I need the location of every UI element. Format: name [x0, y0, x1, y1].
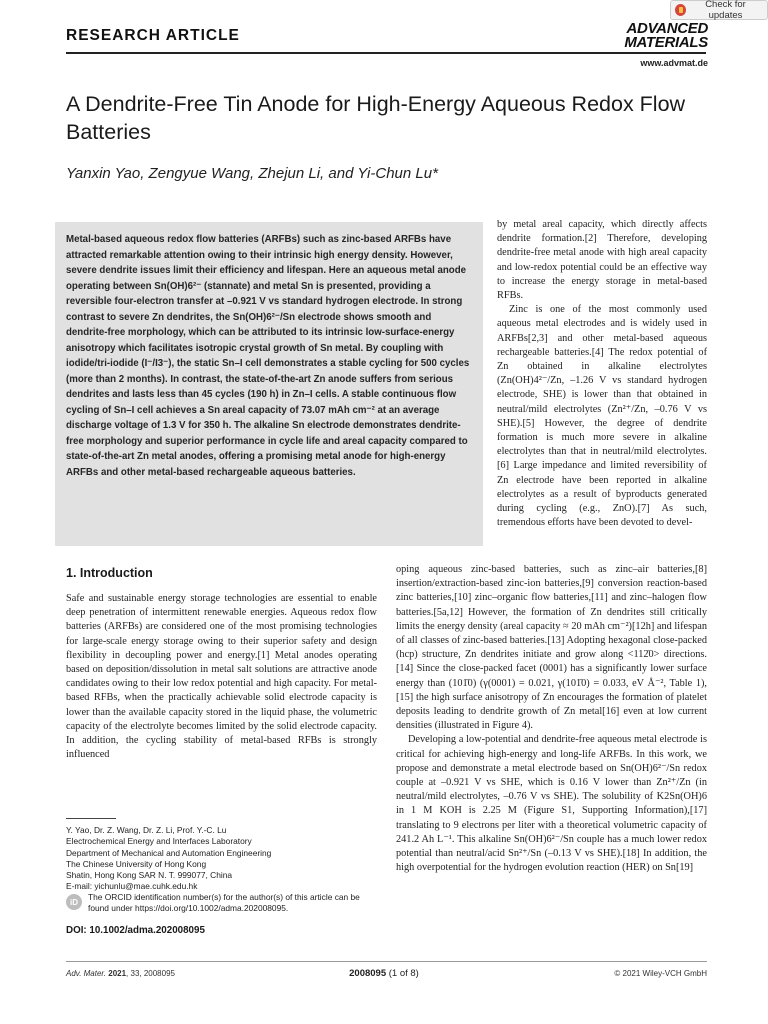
footer-copyright: © 2021 Wiley-VCH GmbH — [614, 969, 707, 978]
abstract-text: Metal-based aqueous redox flow batteries (ARFBs) such as zinc-based ARFBs have attracted remarkable attention owing to their intrinsic high energy density. However, severe dendrite issues limit their efficiency and lifespan. Here an aqueous metal anode operating between Sn(OH)6²⁻ (stannate) and metal Sn is presented, providing a reversible four-electron transfer at –0.921 V vs standard hydrogen electrode. In strong contrast to severe Zn dendrites, the Sn(OH)6²⁻/Sn electrode shows smooth and dendrite-free morphology, which can be attributed to its intrinsic low-surface-energy anisotropy which facilitates isotropic crystal growth of Sn metal. By coupling with iodide/tri-iodide (I⁻/I3⁻), the static Sn–I cell demonstrates a stable cycling for 500 cycles (more than 2 months). In contrast, the state-of-the-art Zn anode suffers from serious dendrites and lasts less than 45 cycles (190 h) in Zn–I cells. A stable continuous flow cycling of Sn–I cell achieves a Sn areal capacity of 73.07 mAh cm⁻² at an average discharge voltage of 1.3 V for 350 h. The alkaline Sn electrode demonstrates dendrite-free morphology and superior performance in cycle life and areal capacity compared to state-of-the-art Zn metal anodes, offering a promising metal anode for high-energy ARFBs and other metal-based rechargeable aqueous batteries. — [66, 234, 470, 478]
journal-logo — [604, 22, 708, 50]
orcid-text[interactable]: The ORCID identification number(s) for the author(s) of this article can be found under https://doi.org/10.1002/adma.202008095. — [88, 892, 360, 913]
affiliation-line: The Chinese University of Hong Kong — [66, 858, 207, 869]
right-column-top — [497, 218, 707, 530]
footer-year: 2021 — [108, 969, 127, 978]
footer-article-number: 2008095 — [349, 968, 387, 979]
affiliation-line: Department of Mechanical and Automation Engineering — [66, 847, 272, 858]
footer-page-info: (1 of 8) — [388, 968, 419, 979]
affiliation-line: Electrochemical Energy and Interfaces Laboratory — [66, 836, 252, 847]
body-paragraph: Zinc is one of the most commonly used aqueous metal electrodes and is widely used in ARFBs[2,3] and other metal-based aqueous rechargeable batteries.[4] The redox potential of Zn obtained in alkaline electrolytes (Zn(OH)4²⁻/Zn, –1.26 V vs standard hydrogen electrode, SHE) is lower than that obtained in neutral/mild electrolytes (Zn²⁺/Zn, –0.76 V vs SHE).[5] However, the degree of dendrite formation is much more severe in alkaline electrolytes than that in neutral/mild electrolytes.[6] Large impedance and limited reversibility of Zn electrode have been reported in alkaline electrolytes as a result of byproducts generated during cycling (e.g., ZnO).[7] As such, tremendous efforts have been devoted to devel- — [497, 304, 707, 529]
footer-volume: , 33, 2008095 — [126, 969, 175, 978]
crossmark-icon — [675, 4, 686, 16]
body-paragraph: oping aqueous zinc-based batteries, such as zinc–air batteries,[8] insertion/extraction-based zinc-ion batteries,[9] conversion reaction-based zinc batteries,[10] zinc–organic flow batteries,[11] and zinc–halogen flow batteries.[5a,12] However, the formation of Zn dendrites still critically limits the energy density (areal capacity ≈ 20 mAh cm⁻²)[12h] and lifespan of all classes of zinc-based batteries.[13] Adopting hexagonal close-packed (hcp) structure, Zn dendrites initiate and grow along <112̄0> directions.[14] Since the close-packed facet (0001) has a significantly lower surface energy than (101̄0) (γ(0001) = 0.021, γ(101̄0) = 0.033, eV Å⁻², Table 1),[15] the high surface anisotropy of Zn encourages the formation of platelet deposits leading to dendrite growth of Zn metal[16] even at low current densities (illustrated in Figure 4). — [396, 564, 707, 732]
intro-paragraph: Safe and sustainable energy storage technologies are essential to enable deep penetration of intermittent renewable energies. Aqueous redox flow batteries (ARFBs) are considered one of the most promising technologies for large-scale energy storage owing to their superior safety and design flexibility in decoupling power and energy.[1] Metal anodes operating based on deposition/dissolution in metal salt solutions are attractive anode candidates owing to their low redox potential and high capacity. For metal-based RFBs, when the practically achievable solid electrode capacity is lower than the available capacity stored in the liquid phase, the volumetric capacity of the electrolyte becomes limited by the solid electrode capacity. In addition, the cycling stability of metal-based RFBs is strongly influenced — [66, 593, 377, 761]
footer-journal: Adv. Mater. — [66, 969, 107, 978]
check-for-updates-button[interactable] — [670, 0, 768, 20]
body-paragraph: by metal areal capacity, which directly affects dendrite formation.[2] Therefore, developing dendrite-free metal anode with high areal capacity and low-redox potential could be an effective way to increase the energy storage in metal-based RFBs. — [497, 219, 707, 302]
footer-rule — [66, 961, 707, 962]
journal-url[interactable]: www.advmat.de — [640, 58, 708, 68]
orcid-note — [66, 892, 377, 914]
orcid-icon: iD — [66, 894, 82, 910]
affiliation-line: Y. Yao, Dr. Z. Wang, Dr. Z. Li, Prof. Y.-C. Lu — [66, 825, 227, 835]
author-list: Yanxin Yao, Zengyue Wang, Zhejun Li, and Yi-Chun Lu* — [66, 165, 438, 182]
header-rule — [66, 52, 706, 54]
author-affiliation — [66, 825, 377, 893]
affiliation-line: Shatin, Hong Kong SAR N. T. 999077, China — [66, 870, 233, 881]
doi-link[interactable]: DOI: 10.1002/adma.202008095 — [66, 925, 205, 936]
journal-logo-line1: ADVANCED — [626, 20, 708, 37]
affiliation-email[interactable]: E-mail: yichunlu@mae.cuhk.edu.hk — [66, 881, 198, 892]
journal-logo-line2: MATERIALS — [624, 34, 708, 51]
body-paragraph: Developing a low-potential and dendrite-free aqueous metal electrode is critical for achieving high-energy and long-life ARFBs. In this work, we propose and demonstrate a metal electrode based on Sn(OH)6²⁻/Sn redox couple at –0.921 V vs SHE, which is 0.16 V lower than Zn²⁺/Zn (in neutral/mild electrolytes, –0.76 V vs SHE). The solubility of K2Sn(OH)6 in 1 M KOH is 2.25 M (Figure S1, Supporting Information),[17] translating to 9 electrons per liter with a theoretical volumetric capacity of 241.2 Ah L⁻¹. This alkaline Sn(OH)6²⁻/Sn couple has a much lower redox potential than neutral/acid Sn²⁺/Sn (–0.13 V vs SHE).[18] In addition, the high overpotential for the hydrogen evolution reaction (HER) on Sn[19] — [396, 734, 707, 874]
section-heading-introduction: 1. Introduction — [66, 566, 153, 580]
check-for-updates-label: Check for updates — [705, 0, 746, 21]
paper-title: A Dendrite-Free Tin Anode for High-Energy Aqueous Redox Flow Batteries — [66, 92, 686, 144]
footnote-rule — [66, 818, 116, 819]
section-label: RESEARCH ARTICLE — [66, 27, 240, 44]
right-column-bottom — [396, 563, 707, 875]
